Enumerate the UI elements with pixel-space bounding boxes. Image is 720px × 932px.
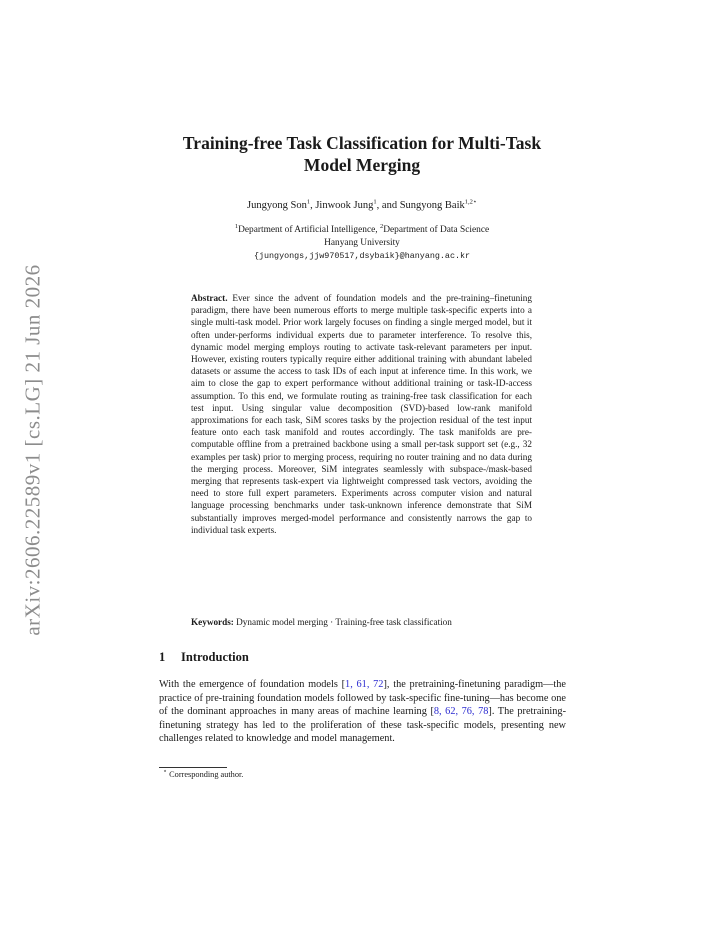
- title-line-1: Training-free Task Classification for Multi-Task: [182, 133, 542, 153]
- citation-link[interactable]: 1, 61, 72: [345, 679, 384, 690]
- author-separator: , and: [376, 200, 400, 211]
- introduction-paragraph: [159, 678, 566, 746]
- departments-line: [120, 224, 604, 237]
- citation-link[interactable]: 8, 62, 76, 78: [433, 706, 489, 718]
- intro-text: ], the pretraining-finetuning paradigm—the practice of pre-training foundation models followed by task-specific fine-tuning—has become one of the dominant approaches in many areas of machine learning [: [159, 679, 566, 718]
- affiliations: [120, 224, 604, 263]
- footnote-mark: ⋆: [163, 768, 168, 776]
- abstract: [191, 292, 532, 536]
- footnote-rule: [159, 767, 227, 768]
- footnote-text: Corresponding author.: [167, 770, 244, 779]
- author-name: Jinwook Jung: [315, 200, 374, 211]
- university-name: Hanyang University: [324, 238, 400, 248]
- author-name: Jungyong Son: [247, 200, 307, 211]
- author-name: Sungyong Baik: [399, 200, 465, 211]
- title-line-2: Model Merging: [303, 155, 421, 175]
- intro-text: With the emergence of foundation models [: [159, 679, 346, 690]
- author-affiliation-mark: 1: [306, 198, 311, 206]
- section-heading: [159, 650, 249, 665]
- footnote: [163, 770, 243, 779]
- author-list: [120, 200, 604, 211]
- section-number: 1: [159, 650, 166, 664]
- author-separator: ,: [310, 200, 316, 211]
- department-data-science: Department of Data Science: [383, 225, 490, 235]
- section-title: Introduction: [181, 650, 249, 664]
- keywords: [191, 616, 532, 628]
- affiliation-mark: 1: [234, 222, 239, 230]
- intro-text: ]. The pretraining-finetuning strategy has led to the proliferation of these task-specific models, presenting new challenges related to knowledge and model management.: [159, 706, 567, 745]
- abstract-text: Ever since the advent of foundation models and the pre-training–finetuning paradigm, there have been numerous efforts to merge multiple task-specific experts into a single multi-task model. Prior work largely focuses on finding a single merged model, but it often under-performs individual experts due to parameter interference. To resolve this, dynamic model merging employs routing to activate task-relevant parameters per input. However, existing routers typically require either additional training with abundant labeled datasets or assume the access to task IDs of each input at inference time. In this work, we aim to close the gap to expert performance without additional training or task-ID-access assumption. To this end, we formulate routing as training-free task classification for each test input. Using singular value decomposition (SVD)-based low-rank manifold approximations for each task, SiM scores tasks by the projection residual of the test input feature onto each task manifold and routes accordingly. The task manifolds are pre-computable offline from a pretrained backbone using a small per-task support set (e.g., 32 examples per task) prior to merging process, requiring no router training and no data during the merging process. Moreover, SiM integrates seamlessly with subspace-/mask-based merging that represents task-expert via lightweight compressed task vectors, avoiding the need to store full expert parameters. Experiments across computer vision and natural language processing benchmarks under task-unknown inference demonstrate that SiM substantially improves merged-model performance and consistently narrows the gap to individual task experts.: [191, 293, 532, 535]
- affiliation-mark: 2: [379, 222, 384, 230]
- author-affiliation-mark: 1: [373, 198, 377, 206]
- keywords-label: Keywords:: [191, 617, 234, 627]
- keywords-text: Dynamic model merging · Training-free task classification: [233, 617, 452, 627]
- author-affiliation-mark: 1,2⋆: [464, 198, 477, 206]
- author-emails[interactable]: {jungyongs,jjw970517,dsybaik}@hanyang.ac.kr: [253, 251, 471, 261]
- paper-title: [120, 132, 604, 176]
- arxiv-identifier-stamp: arXiv:2606.22589v1 [cs.LG] 21 Jun 2026: [20, 264, 45, 636]
- abstract-label: Abstract.: [191, 293, 228, 303]
- department-ai: Department of Artificial Intelligence,: [238, 225, 380, 235]
